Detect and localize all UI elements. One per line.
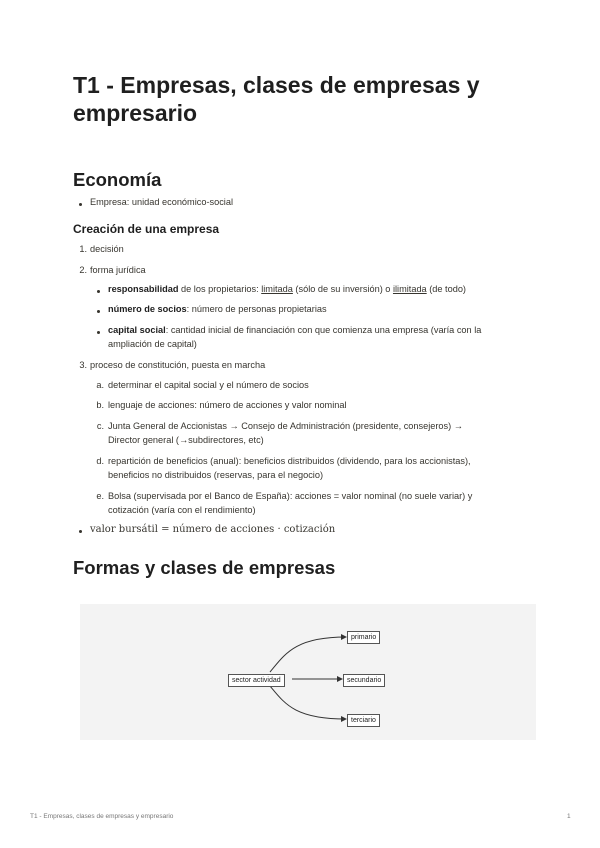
list-letter-b: b. [96, 400, 104, 410]
list-item-proceso: proceso de constitución, puesta en marcha [90, 360, 266, 370]
sub-item-d: repartición de beneficios (anual): beneficios distribuidos (dividendo, para los accionistas), [108, 456, 471, 466]
list-item-forma-juridica: forma jurídica [90, 265, 146, 275]
list-letter-d: d. [96, 456, 104, 466]
list-number-2: 2. [79, 265, 87, 275]
list-number-1: 1. [79, 244, 87, 254]
sub-item-a: determinar el capital social y el número de socios [108, 380, 309, 390]
formula-valor-bursatil: valor bursátil = número de acciones · cotización [90, 524, 336, 535]
sub-item-d-cont: beneficios no distribuidos (reservas, para el negocio) [108, 470, 324, 480]
bullet-marker [79, 203, 82, 206]
diagram-arrows [80, 604, 536, 740]
list-item-socios: número de socios: número de personas propietarias [108, 304, 327, 314]
node-primario: primario [347, 631, 380, 644]
list-number-3: 3. [79, 360, 87, 370]
list-item-decision: decisión [90, 244, 124, 254]
bullet-marker [79, 530, 82, 533]
section-heading-economia: Economía [73, 169, 162, 190]
sub-item-e: Bolsa (supervisada por el Banco de España): acciones = valor nominal (no suele variar) y [108, 491, 473, 501]
sub-item-c-cont: Director general (→subdirectores, etc) [108, 435, 264, 445]
list-letter-e: e. [96, 491, 104, 501]
list-letter-c: c. [96, 421, 104, 431]
sub-item-b: lenguaje de acciones: número de acciones y valor nominal [108, 400, 347, 410]
node-sector-actividad: sector actividad [228, 674, 285, 687]
list-letter-a: a. [96, 380, 104, 390]
list-item-capital-cont: ampliación de capital) [108, 339, 197, 349]
sub-item-e-cont: cotización (varía con el rendimiento) [108, 505, 256, 515]
bullet-marker [97, 310, 100, 313]
page-title: T1 - Empresas, clases de empresas y empresario [73, 72, 480, 126]
footer-page-number: 1 [567, 813, 571, 820]
subheading-creacion: Creación de una empresa [73, 222, 220, 236]
bullet-marker [97, 331, 100, 334]
list-item-responsabilidad: responsabilidad de los propietarios: limitada (sólo de su inversión) o ilimitada (de todo) [108, 284, 466, 294]
bullet-empresa: Empresa: unidad económico-social [90, 197, 233, 207]
node-secundario: secundario [343, 674, 385, 687]
sector-diagram [80, 604, 536, 740]
footer-title: T1 - Empresas, clases de empresas y empresario [30, 813, 174, 820]
link-limitada[interactable]: limitada [261, 284, 293, 294]
list-item-capital: capital social: cantidad inicial de financiación con que comienza una empresa (varía con la [108, 325, 482, 335]
section-heading-formas: Formas y clases de empresas [73, 557, 336, 578]
sub-item-c: Junta General de Accionistas → Consejo de Administración (presidente, consejeros) → [108, 421, 463, 431]
link-ilimitada[interactable]: ilimitada [392, 284, 427, 294]
bullet-marker [97, 290, 100, 293]
node-terciario: terciario [347, 714, 380, 727]
